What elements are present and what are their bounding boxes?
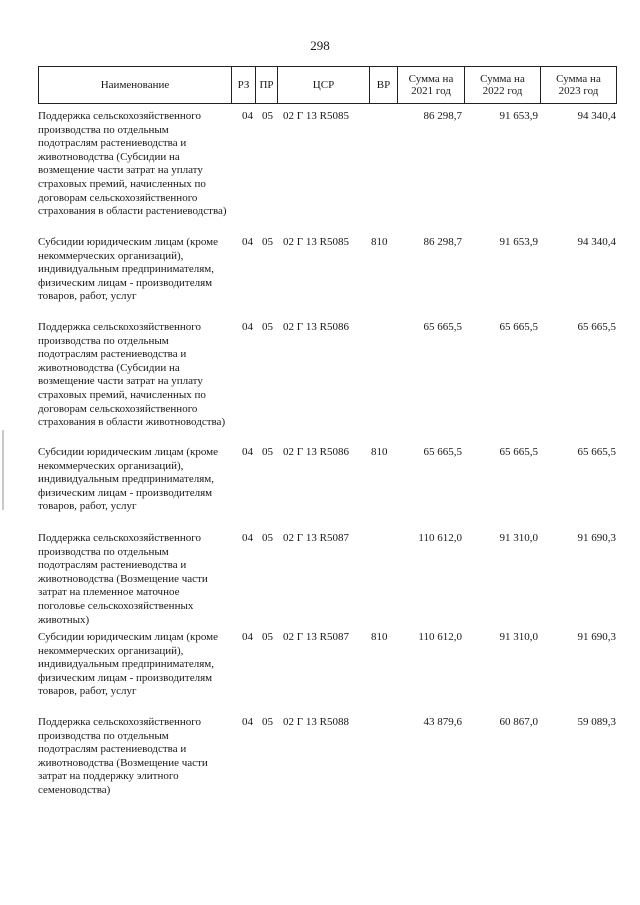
row-vr: 810 bbox=[371, 446, 388, 458]
row-sum-2023: 65 665,5 bbox=[577, 321, 616, 333]
table-header bbox=[38, 66, 617, 104]
row-sum-2023: 91 690,3 bbox=[577, 532, 616, 544]
row-csr: 02 Г 13 R5087 bbox=[283, 532, 349, 544]
row-sum-2023: 59 089,3 bbox=[577, 716, 616, 728]
row-pr: 05 bbox=[262, 631, 273, 643]
row-csr: 02 Г 13 R5086 bbox=[283, 446, 349, 458]
row-sum-2023: 91 690,3 bbox=[577, 631, 616, 643]
row-sum-2021: 86 298,7 bbox=[423, 236, 462, 248]
row-sum-2021: 65 665,5 bbox=[423, 446, 462, 458]
row-pr: 05 bbox=[262, 716, 273, 728]
row-vr: 810 bbox=[371, 236, 388, 248]
scan-margin-mark bbox=[2, 430, 4, 510]
row-sum-2022: 65 665,5 bbox=[499, 446, 538, 458]
header-name: Наименование bbox=[39, 67, 232, 103]
row-rz: 04 bbox=[242, 110, 253, 122]
header-sum-2021: Сумма на 2021 год bbox=[398, 67, 465, 103]
row-sum-2023: 65 665,5 bbox=[577, 446, 616, 458]
row-name: Субсидии юридическим лицам (кроме некоммерческих организаций), индивидуальным предпринимателям, физическим лицам - производителям товаров, работ, услуг bbox=[38, 631, 219, 698]
row-sum-2022: 65 665,5 bbox=[499, 321, 538, 333]
header-csr: ЦСР bbox=[278, 67, 370, 103]
row-pr: 05 bbox=[262, 321, 273, 333]
budget-table bbox=[38, 66, 617, 796]
page-number: 298 bbox=[310, 38, 330, 53]
row-name: Субсидии юридическим лицам (кроме некоммерческих организаций), индивидуальным предпринимателям, физическим лицам - производителям товаров, работ, услуг bbox=[38, 446, 219, 513]
row-pr: 05 bbox=[262, 110, 273, 122]
row-sum-2021: 110 612,0 bbox=[418, 532, 462, 544]
header-sum-2022: Сумма на 2022 год bbox=[465, 67, 541, 103]
row-sum-2022: 91 653,9 bbox=[499, 236, 538, 248]
header-sum-2023: Сумма на 2023 год bbox=[556, 73, 601, 97]
row-pr: 05 bbox=[262, 446, 273, 458]
row-csr: 02 Г 13 R5087 bbox=[283, 631, 349, 643]
row-vr: 810 bbox=[371, 631, 388, 643]
row-name: Субсидии юридическим лицам (кроме некоммерческих организаций), индивидуальным предпринимателям, физическим лицам - производителям товаров, работ, услуг bbox=[38, 236, 219, 303]
row-csr: 02 Г 13 R5085 bbox=[283, 110, 349, 122]
row-pr: 05 bbox=[262, 532, 273, 544]
row-rz: 04 bbox=[242, 631, 253, 643]
row-sum-2021: 65 665,5 bbox=[423, 321, 462, 333]
row-sum-2022: 60 867,0 bbox=[499, 716, 538, 728]
row-sum-2023: 94 340,4 bbox=[577, 110, 616, 122]
row-csr: 02 Г 13 R5088 bbox=[283, 716, 349, 728]
header-pr: ПР bbox=[256, 67, 278, 103]
row-pr: 05 bbox=[262, 236, 273, 248]
row-sum-2021: 86 298,7 bbox=[423, 110, 462, 122]
row-name: Поддержка сельскохозяйственного производства по отдельным подотраслям растениеводства и животноводства (Субсидии на возмещение части затрат на уплату страховых премий, начисленных по договорам сельскохозяйственного страхования в области растениеводства) bbox=[38, 110, 227, 218]
row-sum-2021: 43 879,6 bbox=[423, 716, 462, 728]
row-csr: 02 Г 13 R5085 bbox=[283, 236, 349, 248]
row-rz: 04 bbox=[242, 532, 253, 544]
row-sum-2021: 110 612,0 bbox=[418, 631, 462, 643]
row-rz: 04 bbox=[242, 321, 253, 333]
row-name: Поддержка сельскохозяйственного производства по отдельным подотраслям растениеводства и животноводства (Возмещение части затрат на племенное маточное поголовье сельскохозяйственных животных) bbox=[38, 532, 208, 626]
row-sum-2022: 91 310,0 bbox=[499, 532, 538, 544]
row-sum-2023: 94 340,4 bbox=[577, 236, 616, 248]
row-sum-2022: 91 653,9 bbox=[499, 110, 538, 122]
header-rz: РЗ bbox=[232, 67, 256, 103]
row-name: Поддержка сельскохозяйственного производства по отдельным подотраслям растениеводства и животноводства (Субсидии на возмещение части затрат на уплату страховых премий, начисленных по договорам сельскохозяйственного страхования в области животноводства) bbox=[38, 321, 226, 429]
header-vr: ВР bbox=[370, 67, 398, 103]
row-csr: 02 Г 13 R5086 bbox=[283, 321, 349, 333]
row-sum-2022: 91 310,0 bbox=[499, 631, 538, 643]
row-rz: 04 bbox=[242, 446, 253, 458]
row-rz: 04 bbox=[242, 716, 253, 728]
row-name: Поддержка сельскохозяйственного производства по отдельным подотраслям растениеводства и животноводства (Возмещение части затрат на поддержку элитного семеноводства) bbox=[38, 716, 208, 796]
row-rz: 04 bbox=[242, 236, 253, 248]
